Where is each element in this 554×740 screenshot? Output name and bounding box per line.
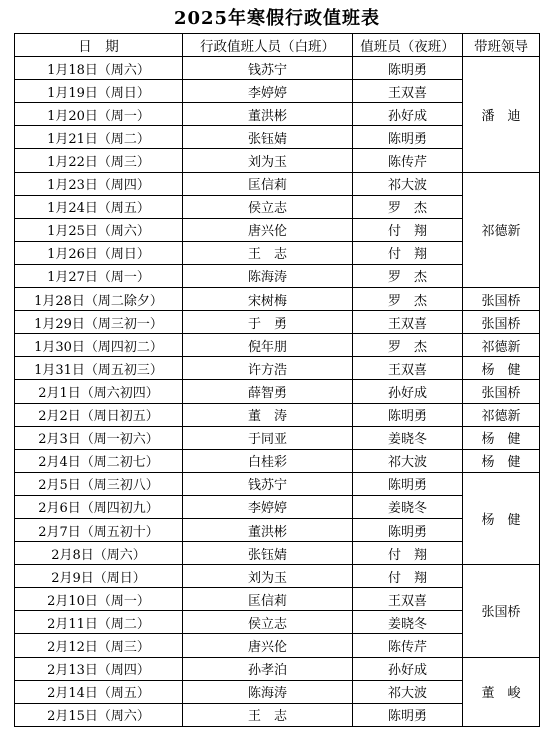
day-shift-cell: 宋树梅: [183, 288, 353, 311]
night-shift-cell: 孙好成: [353, 380, 463, 403]
date-cell: 2月2日（周日初五）: [15, 403, 183, 426]
night-shift-cell: 付 翔: [353, 218, 463, 241]
table-row: [15, 449, 540, 472]
night-shift-cell: 王双喜: [353, 311, 463, 334]
day-shift-cell: 董 涛: [183, 403, 353, 426]
date-cell: 2月7日（周五初十）: [15, 518, 183, 541]
table-row: [15, 657, 540, 680]
night-shift-cell: 王双喜: [353, 588, 463, 611]
date-cell: 1月28日（周二除夕）: [15, 288, 183, 311]
night-shift-cell: 王双喜: [353, 80, 463, 103]
day-shift-cell: 张钰婧: [183, 542, 353, 565]
night-shift-cell: 付 翔: [353, 241, 463, 264]
night-shift-cell: 姜晓冬: [353, 611, 463, 634]
date-cell: 2月9日（周日）: [15, 565, 183, 588]
date-cell: 2月14日（周五）: [15, 680, 183, 703]
duty-body: [15, 57, 540, 727]
date-cell: 2月12日（周三）: [15, 634, 183, 657]
leader-cell: 张国桥: [463, 288, 540, 311]
header-date: 日 期: [15, 34, 183, 57]
leader-cell: 潘 迪: [463, 57, 540, 172]
day-shift-cell: 孙孝泊: [183, 657, 353, 680]
day-shift-cell: 李婷婷: [183, 80, 353, 103]
leader-cell: 祁德新: [463, 334, 540, 357]
night-shift-cell: 罗 杰: [353, 264, 463, 287]
night-shift-cell: 孙好成: [353, 103, 463, 126]
table-row: [15, 172, 540, 195]
day-shift-cell: 于同亚: [183, 426, 353, 449]
table-row: [15, 80, 540, 103]
leader-cell: 杨 健: [463, 449, 540, 472]
table-row: [15, 565, 540, 588]
leader-cell: 杨 健: [463, 357, 540, 380]
day-shift-cell: 钱苏宁: [183, 472, 353, 495]
night-shift-cell: 陈明勇: [353, 403, 463, 426]
date-cell: 2月15日（周六）: [15, 703, 183, 726]
table-row: [15, 472, 540, 495]
day-shift-cell: 钱苏宁: [183, 57, 353, 80]
leader-cell: 张国桥: [463, 380, 540, 403]
date-cell: 2月3日（周一初六）: [15, 426, 183, 449]
date-cell: 1月30日（周四初二）: [15, 334, 183, 357]
date-cell: 2月6日（周四初九）: [15, 495, 183, 518]
leader-cell: 张国桥: [463, 311, 540, 334]
day-shift-cell: 刘为玉: [183, 149, 353, 172]
night-shift-cell: 王双喜: [353, 357, 463, 380]
day-shift-cell: 陈海涛: [183, 680, 353, 703]
night-shift-cell: 祁大波: [353, 449, 463, 472]
night-shift-cell: 罗 杰: [353, 195, 463, 218]
table-row: [15, 588, 540, 611]
leader-cell: 祁德新: [463, 403, 540, 426]
table-row: [15, 703, 540, 726]
night-shift-cell: 陈明勇: [353, 518, 463, 541]
table-row: [15, 495, 540, 518]
date-cell: 1月22日（周三）: [15, 149, 183, 172]
date-cell: 1月27日（周一）: [15, 264, 183, 287]
table-row: [15, 611, 540, 634]
table-row: [15, 518, 540, 541]
day-shift-cell: 匡信莉: [183, 588, 353, 611]
day-shift-cell: 董洪彬: [183, 103, 353, 126]
day-shift-cell: 董洪彬: [183, 518, 353, 541]
table-row: [15, 195, 540, 218]
header-night-shift: 值班员（夜班）: [353, 34, 463, 57]
day-shift-cell: 侯立志: [183, 611, 353, 634]
day-shift-cell: 张钰婧: [183, 126, 353, 149]
table-row: [15, 311, 540, 334]
table-row: [15, 380, 540, 403]
day-shift-cell: 唐兴伦: [183, 634, 353, 657]
date-cell: 1月25日（周六）: [15, 218, 183, 241]
day-shift-cell: 匡信莉: [183, 172, 353, 195]
date-cell: 1月18日（周六）: [15, 57, 183, 80]
header-day-shift: 行政值班人员（白班）: [183, 34, 353, 57]
day-shift-cell: 王 志: [183, 241, 353, 264]
table-row: [15, 264, 540, 287]
leader-cell: 杨 健: [463, 472, 540, 564]
table-row: [15, 103, 540, 126]
night-shift-cell: 陈明勇: [353, 57, 463, 80]
date-cell: 2月5日（周三初八）: [15, 472, 183, 495]
table-row: [15, 241, 540, 264]
table-row: [15, 542, 540, 565]
table-row: [15, 357, 540, 380]
day-shift-cell: 王 志: [183, 703, 353, 726]
day-shift-cell: 李婷婷: [183, 495, 353, 518]
night-shift-cell: 姜晓冬: [353, 426, 463, 449]
date-cell: 1月31日（周五初三）: [15, 357, 183, 380]
night-shift-cell: 陈明勇: [353, 703, 463, 726]
table-row: [15, 680, 540, 703]
date-cell: 2月4日（周二初七）: [15, 449, 183, 472]
date-cell: 1月20日（周一）: [15, 103, 183, 126]
header-row: [15, 34, 540, 57]
night-shift-cell: 孙好成: [353, 657, 463, 680]
day-shift-cell: 许方浩: [183, 357, 353, 380]
date-cell: 1月21日（周二）: [15, 126, 183, 149]
leader-cell: 董 峻: [463, 657, 540, 726]
date-cell: 2月11日（周二）: [15, 611, 183, 634]
header-leader: 带班领导: [463, 34, 540, 57]
date-cell: 2月10日（周一）: [15, 588, 183, 611]
night-shift-cell: 祁大波: [353, 172, 463, 195]
leader-cell: 张国桥: [463, 565, 540, 657]
night-shift-cell: 姜晓冬: [353, 495, 463, 518]
day-shift-cell: 刘为玉: [183, 565, 353, 588]
table-row: [15, 634, 540, 657]
table-row: [15, 403, 540, 426]
day-shift-cell: 陈海涛: [183, 264, 353, 287]
date-cell: 2月8日（周六）: [15, 542, 183, 565]
date-cell: 1月26日（周日）: [15, 241, 183, 264]
day-shift-cell: 侯立志: [183, 195, 353, 218]
night-shift-cell: 陈明勇: [353, 472, 463, 495]
date-cell: 2月13日（周四）: [15, 657, 183, 680]
day-shift-cell: 于 勇: [183, 311, 353, 334]
leader-cell: 祁德新: [463, 172, 540, 287]
leader-cell: 杨 健: [463, 426, 540, 449]
duty-table: [14, 33, 540, 727]
date-cell: 2月1日（周六初四）: [15, 380, 183, 403]
night-shift-cell: 付 翔: [353, 565, 463, 588]
night-shift-cell: 祁大波: [353, 680, 463, 703]
night-shift-cell: 陈传芹: [353, 149, 463, 172]
date-cell: 1月24日（周五）: [15, 195, 183, 218]
table-row: [15, 426, 540, 449]
night-shift-cell: 罗 杰: [353, 334, 463, 357]
table-row: [15, 149, 540, 172]
table-row: [15, 126, 540, 149]
table-row: [15, 57, 540, 80]
date-cell: 1月23日（周四）: [15, 172, 183, 195]
night-shift-cell: 陈传芹: [353, 634, 463, 657]
table-row: [15, 334, 540, 357]
night-shift-cell: 罗 杰: [353, 288, 463, 311]
day-shift-cell: 倪年朋: [183, 334, 353, 357]
table-row: [15, 218, 540, 241]
day-shift-cell: 薛智勇: [183, 380, 353, 403]
page-title: 2025年寒假行政值班表: [173, 8, 381, 29]
date-cell: 1月19日（周日）: [15, 80, 183, 103]
date-cell: 1月29日（周三初一）: [15, 311, 183, 334]
night-shift-cell: 付 翔: [353, 542, 463, 565]
day-shift-cell: 唐兴伦: [183, 218, 353, 241]
day-shift-cell: 白桂彩: [183, 449, 353, 472]
table-row: [15, 288, 540, 311]
night-shift-cell: 陈明勇: [353, 126, 463, 149]
